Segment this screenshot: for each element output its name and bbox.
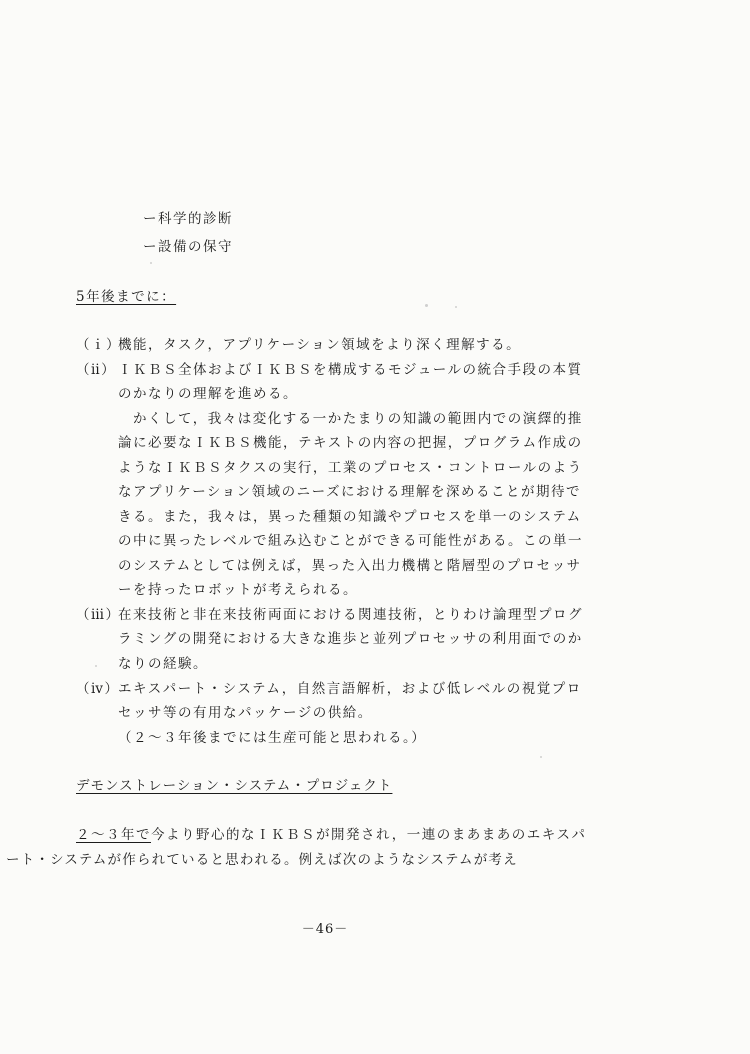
item-ii-line: きる。また，我々は，異った種類の知識やプロセスを単一のシステム <box>118 509 582 525</box>
paragraph-underlined-phrase: ２～３年で <box>76 827 151 843</box>
item-iii-line: なりの経験。 <box>118 656 208 672</box>
item-ii-line: かくして，我々は変化する一かたまりの知識の範囲内での演繹的推 <box>118 411 583 427</box>
item-iv-line: エキスパート・システム，自然言語解析，および低レベルの視覚プロ <box>118 681 582 697</box>
item-iii-line: ラミングの開発における大きな進歩と並列プロセッサの利用面でのか <box>118 631 583 647</box>
page-number: －46－ <box>301 922 349 937</box>
item-ii-line: ーを持ったロボットが考えられる。 <box>118 582 358 598</box>
item-ii-line: なアプリケーション領域のニーズにおける理解を深めることが期待で <box>118 484 581 500</box>
scan-speck <box>425 304 428 307</box>
scan-speck <box>455 306 457 308</box>
item-iv-line: セッサ等の有用なパッケージの供給。 <box>118 705 373 721</box>
item-ii-line: ようなＩＫＢＳタクスの実行，工業のプロセス・コントロールのよう <box>118 460 583 476</box>
item-iii-line: 在来技術と非在来技術両面における関連技術，とりわけ論理型プログ <box>118 607 583 623</box>
paragraph-line-1 <box>76 826 587 844</box>
heading-five-years: 5年後までに： <box>76 289 177 305</box>
item-ii-line: ＩＫＢＳ全体およびＩＫＢＳを構成するモジュールの統合手段の本質 <box>118 362 583 378</box>
item-ii-line: のかなりの理解を進める。 <box>118 386 298 402</box>
heading-demonstration-projects: デモンストレーション・システム・プロジェクト <box>76 778 393 794</box>
item-iii-marker: （ⅲ） <box>76 607 121 623</box>
paragraph-line-2: ート・システムが作られていると思われる。例えば次のようなシステムが考え <box>6 852 518 868</box>
item-ii-marker: （ⅱ） <box>76 362 117 378</box>
item-i-marker: （ｉ） <box>76 337 121 353</box>
bullet-equipment-maintenance: ー設備の保守 <box>143 239 233 255</box>
item-iv-line: （２～３年後までには生産可能と思われる。） <box>118 730 427 746</box>
item-ii-line: の中に異ったレベルで組み込むことができる可能性がある。この単一 <box>118 533 583 549</box>
paragraph-line-1-rest: 今より野心的なＩＫＢＳが開発され，一連のまあまあのエキスパ <box>151 827 587 843</box>
item-ii-line: のシステムとしては例えば，異った入出力機構と階層型のプロセッサ <box>118 558 582 574</box>
bullet-scientific-diagnosis: ー科学的診断 <box>143 211 233 227</box>
item-iv-marker: （ⅳ） <box>76 681 120 697</box>
scan-speck <box>95 665 97 667</box>
item-ii-line: 論に必要なＩＫＢＳ機能，テキストの内容の把握，プログラム作成の <box>118 435 583 451</box>
scan-speck <box>150 262 152 264</box>
scan-speck <box>540 756 542 758</box>
item-i-line: 機能，タスク，アプリケーション領域をより深く理解する。 <box>118 337 522 353</box>
